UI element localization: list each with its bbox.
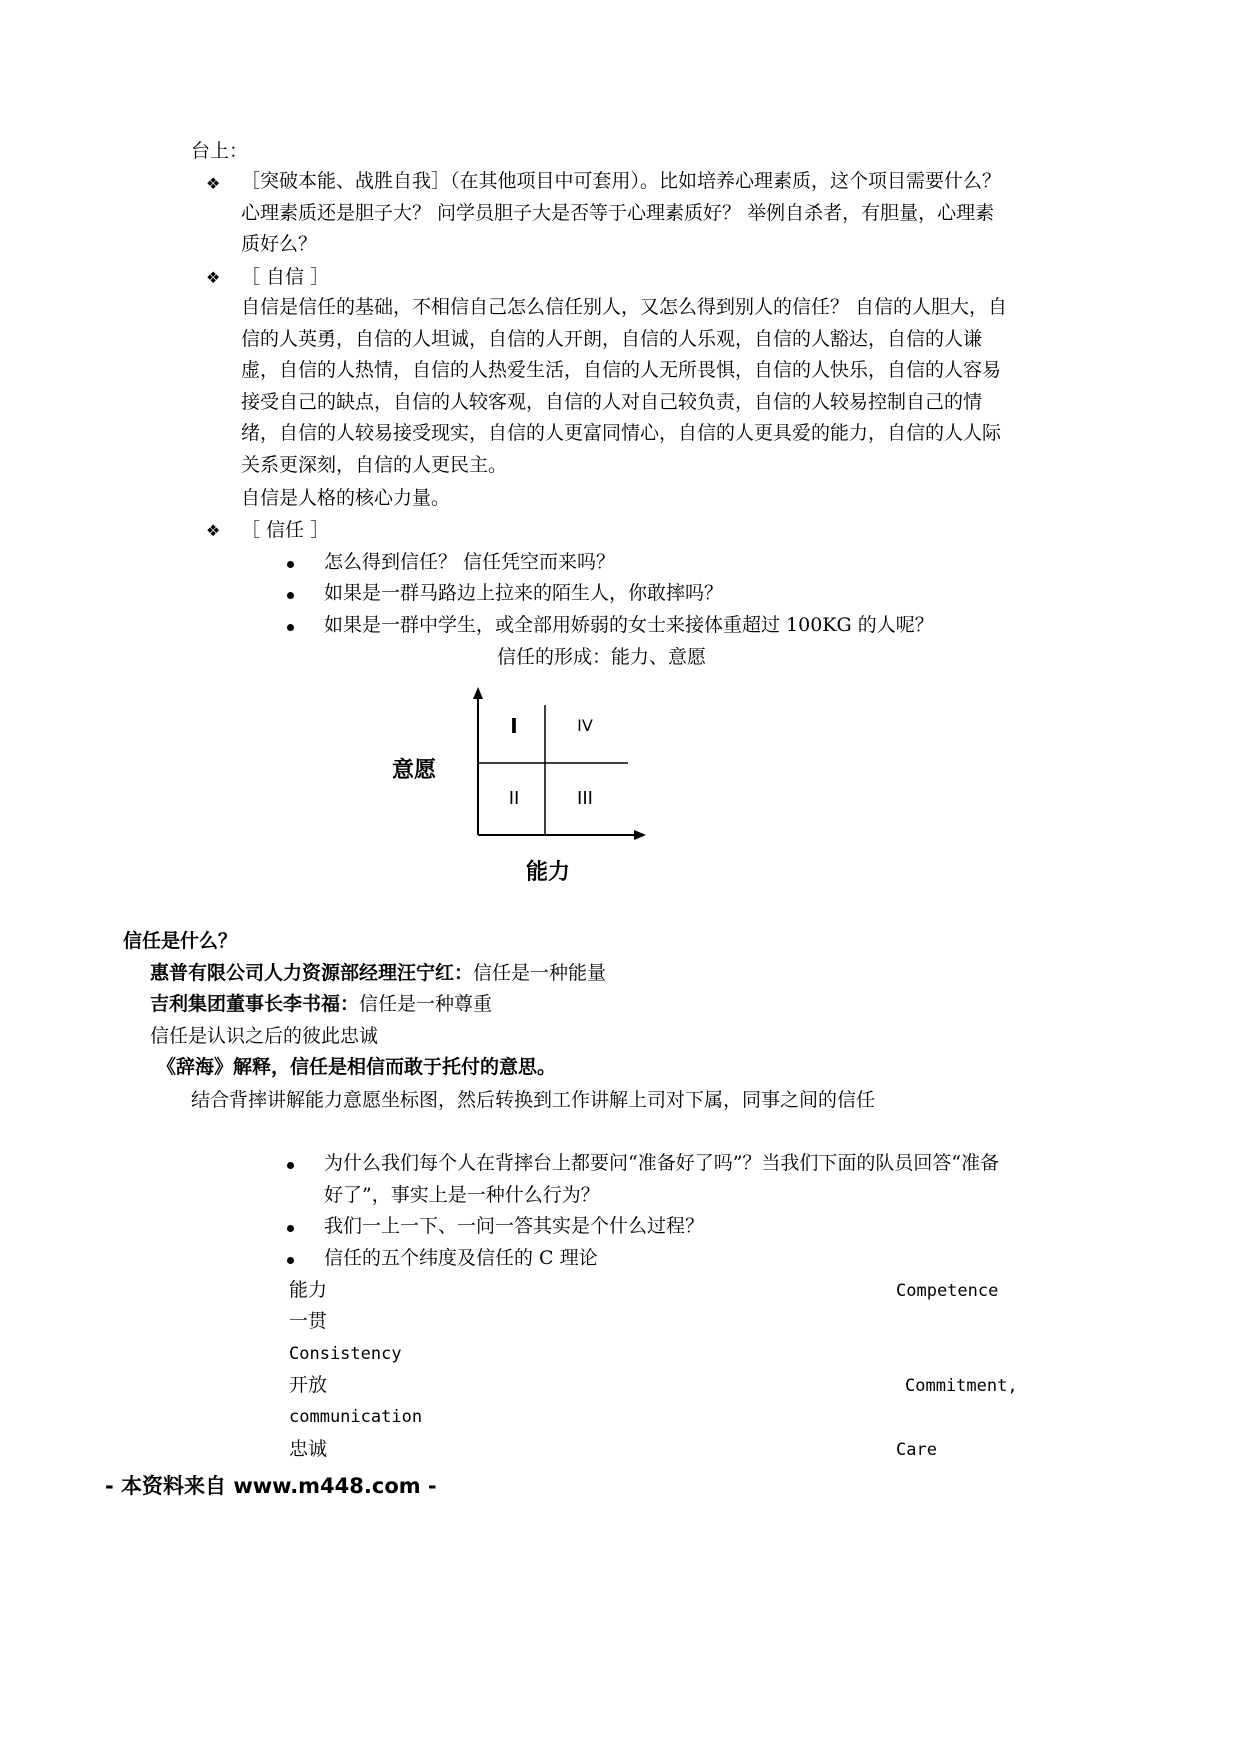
list-item: 如果是一群马路边上拉来的陌生人，你敢摔吗？	[324, 582, 724, 604]
quote-text: 信任是一种能量	[473, 962, 607, 984]
trust-quadrant-diagram	[385, 683, 655, 888]
list-item: 怎么得到信任？ 信任凭空而来吗？	[324, 551, 616, 573]
x-axis-label: 能力	[525, 860, 571, 885]
quadrant-3-label: III	[577, 788, 593, 809]
bullet-dot-icon	[287, 1225, 294, 1232]
list-item: 为什么我们每个人在背摔台上都要问“准备好了吗”？当我们下面的队员回答“准备好了”，事实上是一种什么行为？	[324, 1152, 1000, 1206]
bullet-dot-icon	[287, 1162, 294, 1169]
section-heading-self-confidence: ［ 自信 ］	[241, 266, 330, 288]
bullet-dot-icon	[287, 1257, 294, 1264]
x-axis-arrow-icon	[634, 830, 646, 840]
definition-line: 信任是认识之后的彼此忠诚	[150, 1025, 379, 1047]
dimension-en: communication	[289, 1407, 423, 1427]
dimension-cn: 一贯	[289, 1310, 328, 1332]
dimension-en: Consistency	[289, 1344, 402, 1364]
dimension-cn: 开放	[289, 1374, 328, 1396]
section-heading-trust: ［ 信任 ］	[241, 519, 330, 541]
quadrant-1-label: I	[510, 714, 518, 738]
quadrant-2-label: II	[508, 788, 520, 809]
self-confidence-paragraph: 自信是信任的基础，不相信自己怎么信任别人，又怎么得到别人的信任？ 自信的人胆大，自信的人英勇，自信的人坦诚，自信的人开朗，自信的人乐观，自信的人豁达，自信的人谦虚，自信的人热情，自信的人热爱生活，自信的人无所畏惧，自信的人快乐，自信的人容易接受自己的缺点，自信的人较客观，自信的人对自己较负责，自信的人较易控制自己的情绪，自信的人较易接受现实，自信的人更富同情心，自信的人更具爱的能力，自信的人人际关系更深刻，自信的人更民主。	[241, 296, 1008, 476]
bullet-dot-icon	[287, 561, 294, 568]
diamond-bullet-icon: ❖	[206, 174, 221, 193]
quadrant-4-label: IV	[577, 716, 593, 735]
footer-source: - 本资料来自 www.m448.com -	[105, 1474, 437, 1498]
bullet-dot-icon	[287, 624, 294, 631]
quote-line	[150, 995, 492, 1014]
diamond-bullet-icon: ❖	[206, 268, 221, 287]
self-confidence-closing: 自信是人格的核心力量。	[241, 487, 451, 509]
section-text: ［突破本能、战胜自我］（在其他项目中可套用）。比如培养心理素质，这个项目需要什么？ 心理素质还是胆子大？ 问学员胆子大是否等于心理素质好？ 举例自杀者，有胆量，心理素质好么？	[241, 170, 1002, 256]
what-is-trust-title: 信任是什么？	[123, 930, 238, 952]
quote-attribution: 吉利集团董事长李书福：	[150, 993, 360, 1015]
explanation-line: 结合背摔讲解能力意愿坐标图，然后转换到工作讲解上司对下属，同事之间的信任	[191, 1089, 876, 1111]
dimension-cn: 能力	[289, 1279, 328, 1301]
quote-line	[150, 964, 606, 983]
dimension-en: Competence	[896, 1281, 999, 1301]
diamond-bullet-icon: ❖	[206, 521, 221, 540]
list-item: 我们一上一下、一问一答其实是个什么过程？	[324, 1215, 705, 1237]
y-axis-label: 意愿	[391, 758, 437, 783]
y-axis-arrow-icon	[473, 687, 483, 699]
diagram-title: 信任的形成：能力、意愿	[497, 646, 707, 668]
list-item: 如果是一群中学生，或全部用娇弱的女士来接体重超过 100KG 的人呢？	[324, 614, 934, 636]
dimension-cn: 忠诚	[289, 1438, 328, 1460]
bullet-dot-icon	[287, 592, 294, 599]
list-item: 信任的五个纬度及信任的 C 理论	[324, 1247, 598, 1269]
intro-label: 台上：	[191, 140, 249, 162]
dimension-en: Care	[896, 1440, 937, 1460]
quote-text: 信任是一种尊重	[359, 993, 493, 1015]
quote-attribution: 惠普有限公司人力资源部经理汪宁红：	[150, 962, 474, 984]
cihai-definition: 《辞海》解释，信任是相信而敢于托付的意思。	[157, 1056, 557, 1078]
dimension-en: Commitment,	[905, 1376, 1018, 1396]
